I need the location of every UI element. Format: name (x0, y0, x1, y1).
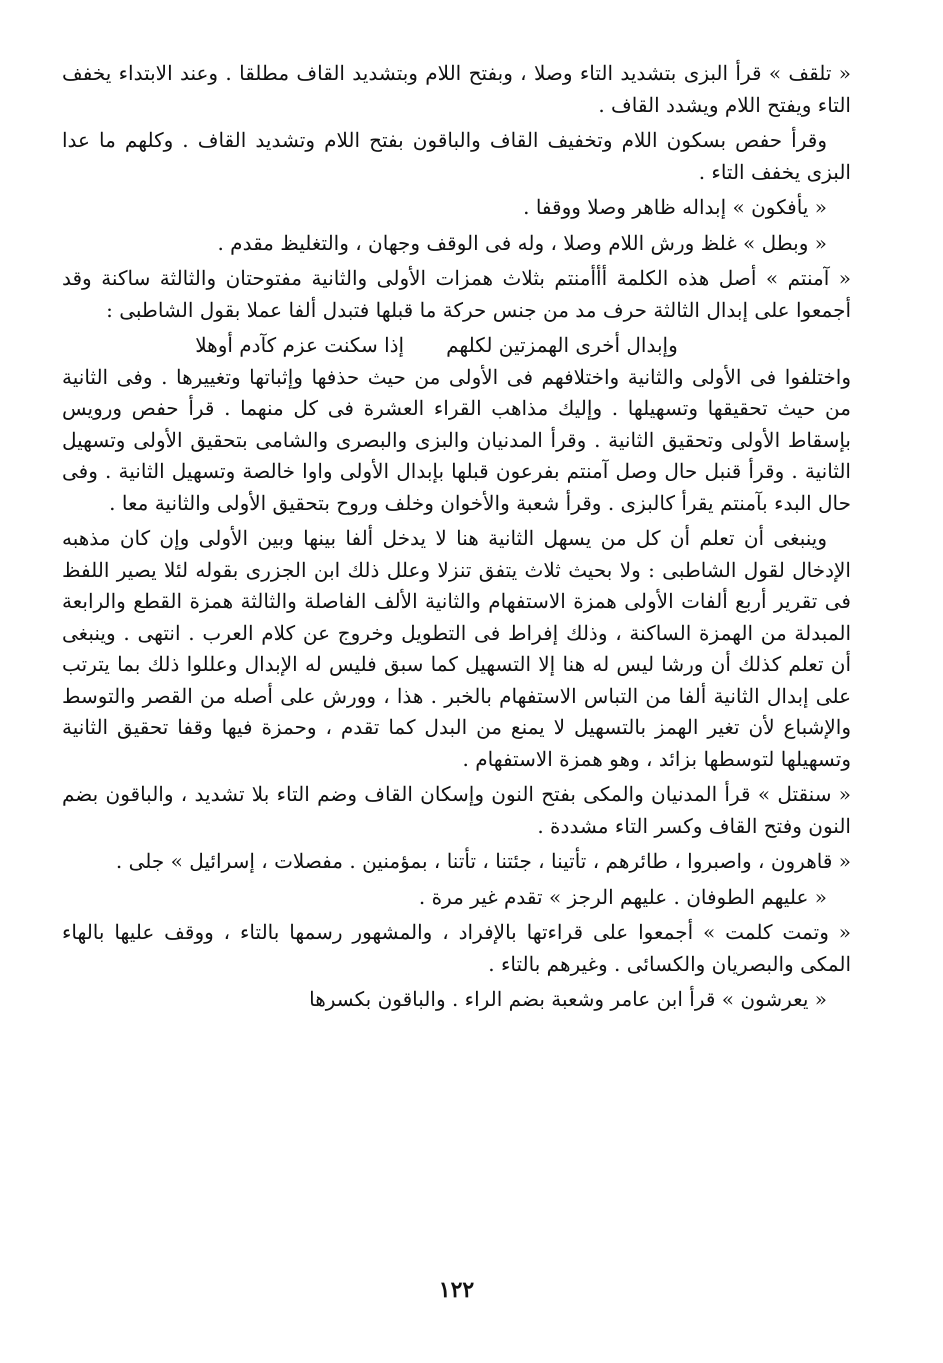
paragraph-amantum: « آمنتم » أصل هذه الكلمة أأأمنتم بثلاث همزات الأولى والثانية مفتوحتان والثالثة ساكنة وقد أجمعوا على إبدال الثالثة حرف مد من جنس حركة ما قبلها فتبدل ألفا عملا بقول الشاطبى : (62, 266, 851, 322)
verse-second-hemistich: إذا سكنت عزم كآدم أوهلا (195, 333, 405, 357)
paragraph-sanuqattil: « سنقتل » قرأ المدنيان والمكى بفتح النون وإسكان القاف وضم التاء بلا تشديد ، والباقون بضم النون وفتح القاف وكسر التاء مشددة . (62, 782, 851, 838)
book-page (62, 58, 851, 1303)
paragraph-yafikun: « يأفكون » إبداله ظاهر وصلا ووقفا . (523, 195, 827, 219)
verse-first-hemistich: وإبدال أخرى الهمزتين لكلهم (446, 333, 678, 357)
paragraph-talqaf: « تلقف » قرأ البزى بتشديد التاء وصلا ، وبفتح اللام وبتشديد القاف مطلقا . وعند الابتداء يخفف التاء ويفتح اللام ويشدد القاف . (62, 61, 851, 117)
paragraph-readers-differences: واختلفوا فى الأولى والثانية واختلافهم فى الأولى من حيث حذفها وإثباتها وتغييرها . وفى الثانية من حيث تحقيقها وتسهيلها . وإليك مذاهب القراء العشرة فى كل منهما . قرأ حفص ورويس بإسقاط الأولى وتحقيق الثانية . وقرأ المدنيان والبزى والبصرى والشامى بتحقيق الأولى وتسهيل الثانية . وقرأ قنبل حال وصل آمنتم بفرعون قبلها بإبدال الأولى واوا خالصة وتسهيل الثانية . وفى حال البدء بآمنتم يقرأ كالبزى . وقرأ شعبة والأخوان وخلف وروح بتحقيق الأولى والثانية معا . (62, 364, 851, 515)
paragraph-tasheel-note: وينبغى أن تعلم أن كل من يسهل الثانية هنا لا يدخل ألفا بينها وبين الأولى وإن كان مذهبه الإدخال لقول الشاطبى : ولا بحيث ثلاث يتفق تنزلا وعلل ذلك ابن الجزرى بقوله لئلا يصير اللفظ فى تقرير أربع ألفات الأولى همزة الاستفهام والثانية الألف الفاصلة والثالثة همزة القطع والرابعة المبدلة من الهمزة الساكنة ، وذلك إفراط فى التطويل وخروج عن كلام العرب . انتهى . وينبغى أن تعلم كذلك أن ورشا ليس له هنا إلا التسهيل كما سبق فليس له الإبدال وعللوا ذلك بما يترتب على إبدال الثانية ألفا من التباس الاستفهام بالخبر . هذا ، وورش على أصله من القصر والتوسط والإشباع لأن تغير الهمز بالتسهيل لا يمنع من البدل كما تقدم ، وحمزة فيها وقفا تحقيق الثانية وتسهيلها لتوسطها بزائد ، وهو همزة الاستفهام . (62, 526, 851, 771)
paragraph-wabatala: « وبطل » غلظ ورش اللام وصلا ، وله فى الوقف وجهان ، والتغليظ مقدم . (217, 230, 827, 255)
paragraph-yarishun: « يعرشون » قرأ ابن عامر وشعبة بضم الراء . والباقون بكسرها (309, 987, 827, 1011)
paragraph-hafs-reading: وقرأ حفص بسكون اللام وتخفيف القاف والباقون بفتح اللام وتشديد القاف . وكلهم ما عدا البزى يخفف التاء . (62, 128, 851, 184)
page-number: ١٢٢ (438, 1277, 475, 1303)
paragraph-qahirun-list: « قاهرون ، واصبروا ، طائرهم ، تأتينا ، جئتنا ، تأتنا ، بمؤمنين . مفصلات ، إسرائيل » جلى . (115, 849, 851, 873)
poetry-verse (62, 330, 851, 362)
paragraph-tammat-kalimat: « وتمت كلمت » أجمعوا على قراءتها بالإفراد ، والمشهور رسمها بالتاء ، ووقف عليها بالهاء المكى والبصريان والكسائى . وغيرهم بالتاء . (62, 920, 851, 976)
paragraph-alayhim: « عليهم الطوفان . عليهم الرجز » تقدم غير مرة . (418, 884, 827, 909)
